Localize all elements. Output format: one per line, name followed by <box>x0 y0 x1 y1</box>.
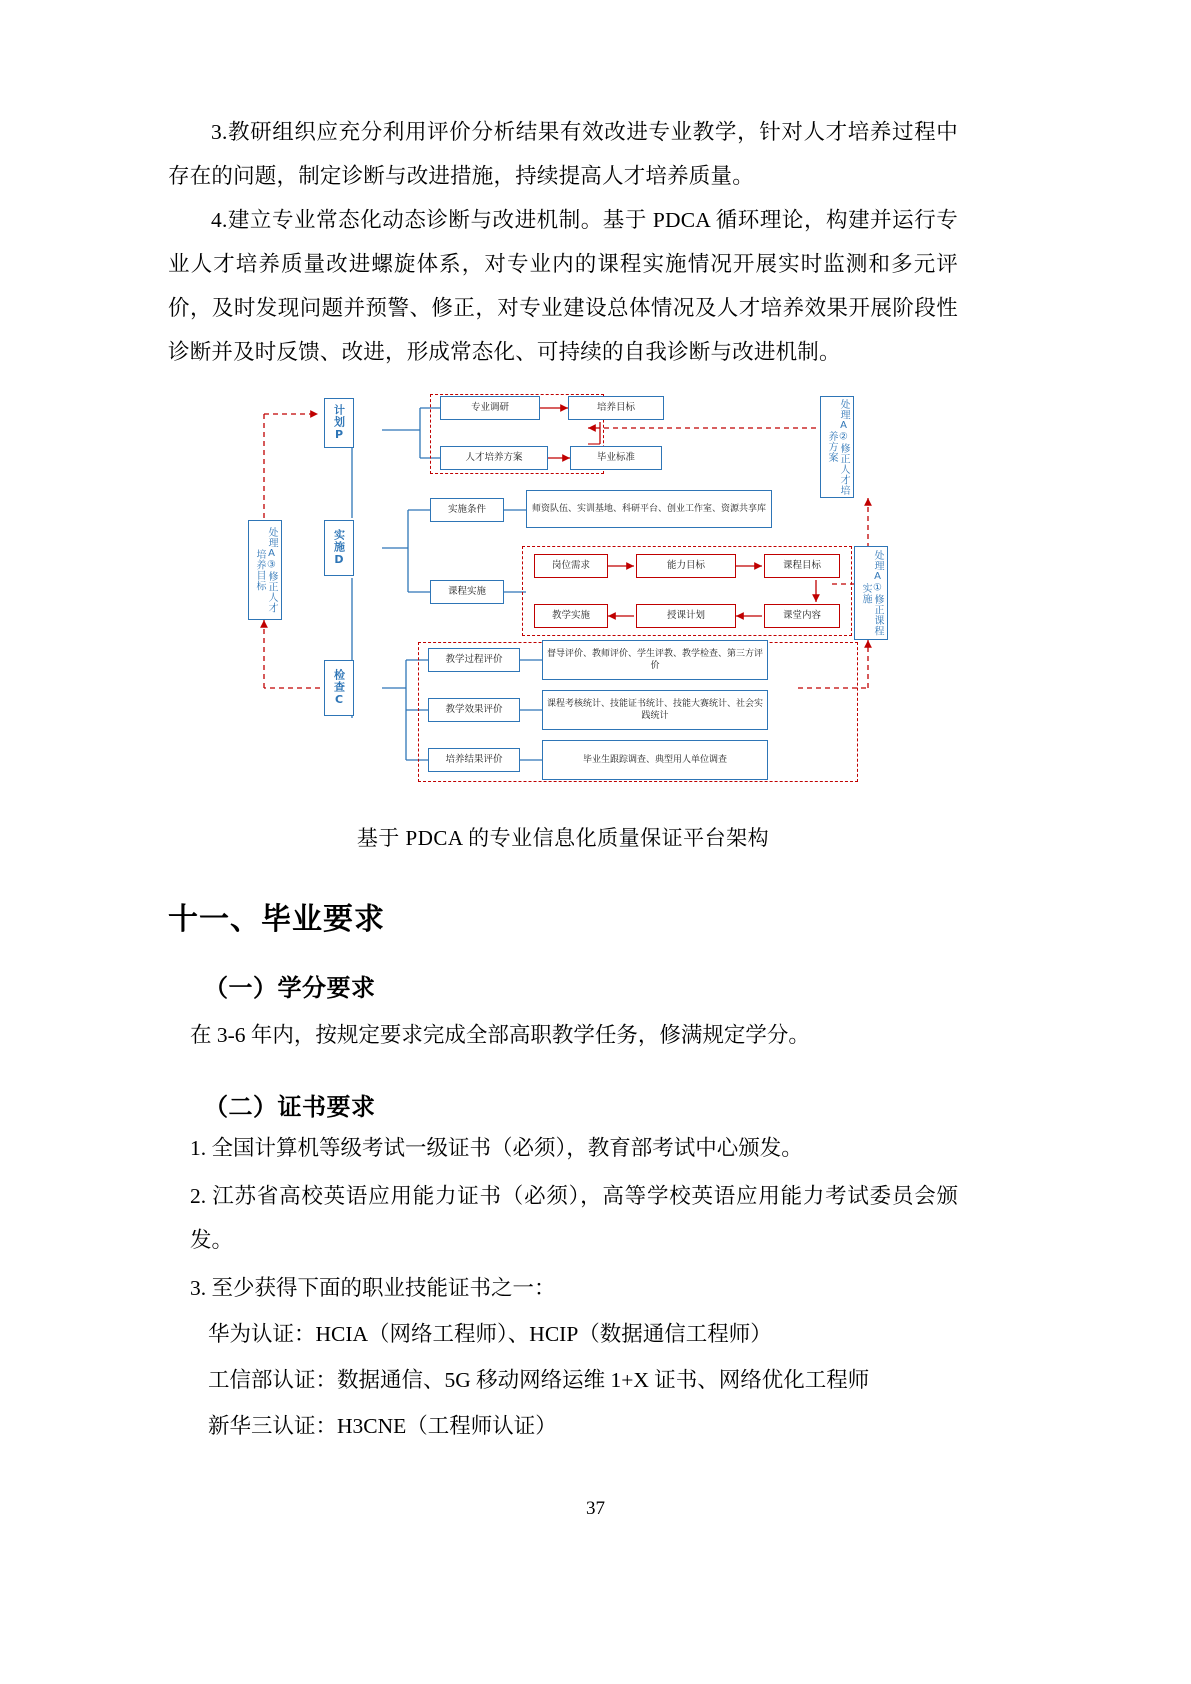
node-result-eval: 培养结果评价 <box>428 748 520 772</box>
node-effect-eval: 教学效果评价 <box>428 698 520 722</box>
pdca-diagram <box>168 388 958 818</box>
node-act-adjust-course: 处理A①修正课程实施 <box>854 546 888 640</box>
figure-caption: 基于 PDCA 的专业信息化质量保证平台架构 <box>356 826 770 850</box>
cert-miit: 工信部认证：数据通信、5G 移动网络运维 1+X 证书、网络优化工程师 <box>208 1368 870 1392</box>
node-ability-goal: 能力目标 <box>636 554 736 578</box>
node-plan: 计划P <box>324 398 354 448</box>
node-impl-condition: 实施条件 <box>430 498 504 522</box>
node-course-impl: 课程实施 <box>430 580 504 604</box>
paragraph-4: 4.建立专业常态化动态诊断与改进机制。基于 PDCA 循环理论，构建并运行专业人才培养质量改进螺旋体系，对专业内的课程实施情况开展实时监测和多元评价，及时发现问题并预警、修正，对专业建设总体情况及人才培养效果开展阶段性诊断并及时反馈、改进，形成常态化、可持续的自我诊断与改进机制。 <box>168 208 958 364</box>
node-result-eval-detail: 毕业生跟踪调查、典型用人单位调查 <box>542 740 768 780</box>
paragraph-3: 3.教研组织应充分利用评价分析结果有效改进专业教学，针对人才培养过程中存在的问题，制定诊断与改进措施，持续提高人才培养质量。 <box>168 120 958 188</box>
node-act-adjust-goal: 处理A③修正人才培养目标 <box>248 520 282 620</box>
certificate-line-1: 1. 全国计算机等级考试一级证书（必须），教育部考试中心颁发。 <box>190 1136 803 1160</box>
node-teach-impl: 教学实施 <box>534 604 608 628</box>
cert-h3c: 新华三认证：H3CNE（工程师认证） <box>208 1414 557 1438</box>
node-post-demand: 岗位需求 <box>534 554 608 578</box>
node-talent-plan: 人才培养方案 <box>440 446 548 470</box>
credit-requirement-line: 在 3-6 年内，按规定要求完成全部高职教学任务，修满规定学分。 <box>190 1023 810 1047</box>
cert-huawei: 华为认证：HCIA（网络工程师）、HCIP（数据通信工程师） <box>208 1322 772 1346</box>
page-content <box>168 110 958 1448</box>
certificate-line-3: 3. 至少获得下面的职业技能证书之一： <box>190 1276 556 1300</box>
node-grad-standard: 毕业标准 <box>570 446 662 470</box>
node-major-survey: 专业调研 <box>440 396 540 420</box>
node-training-goal: 培养目标 <box>568 396 664 420</box>
node-do: 实施D <box>324 520 354 576</box>
subsection-credit-title: （一）学分要求 <box>204 973 376 1002</box>
node-act-adjust-plan: 处理A②修正人才培养方案 <box>820 396 854 498</box>
node-course-content: 课堂内容 <box>764 604 840 628</box>
node-course-goal: 课程目标 <box>764 554 840 578</box>
subsection-certificate-title: （二）证书要求 <box>204 1092 376 1121</box>
node-check: 检查C <box>324 660 354 716</box>
certificate-line-2: 2. 江苏省高校英语应用能力证书（必须），高等学校英语应用能力考试委员会颁发。 <box>190 1184 958 1252</box>
node-process-eval-detail: 督导评价、教师评价、学生评教、教学检查、第三方评价 <box>542 640 768 680</box>
node-teach-plan: 授课计划 <box>636 604 736 628</box>
node-effect-eval-detail: 课程考核统计、技能证书统计、技能大赛统计、社会实践统计 <box>542 690 768 730</box>
node-process-eval: 教学过程评价 <box>428 648 520 672</box>
page-number: 37 <box>586 1498 605 1519</box>
node-impl-condition-detail: 师资队伍、实训基地、科研平台、创业工作室、资源共享库 <box>526 490 772 528</box>
pdca-figure <box>168 388 958 818</box>
section-title: 十一、毕业要求 <box>168 902 385 937</box>
